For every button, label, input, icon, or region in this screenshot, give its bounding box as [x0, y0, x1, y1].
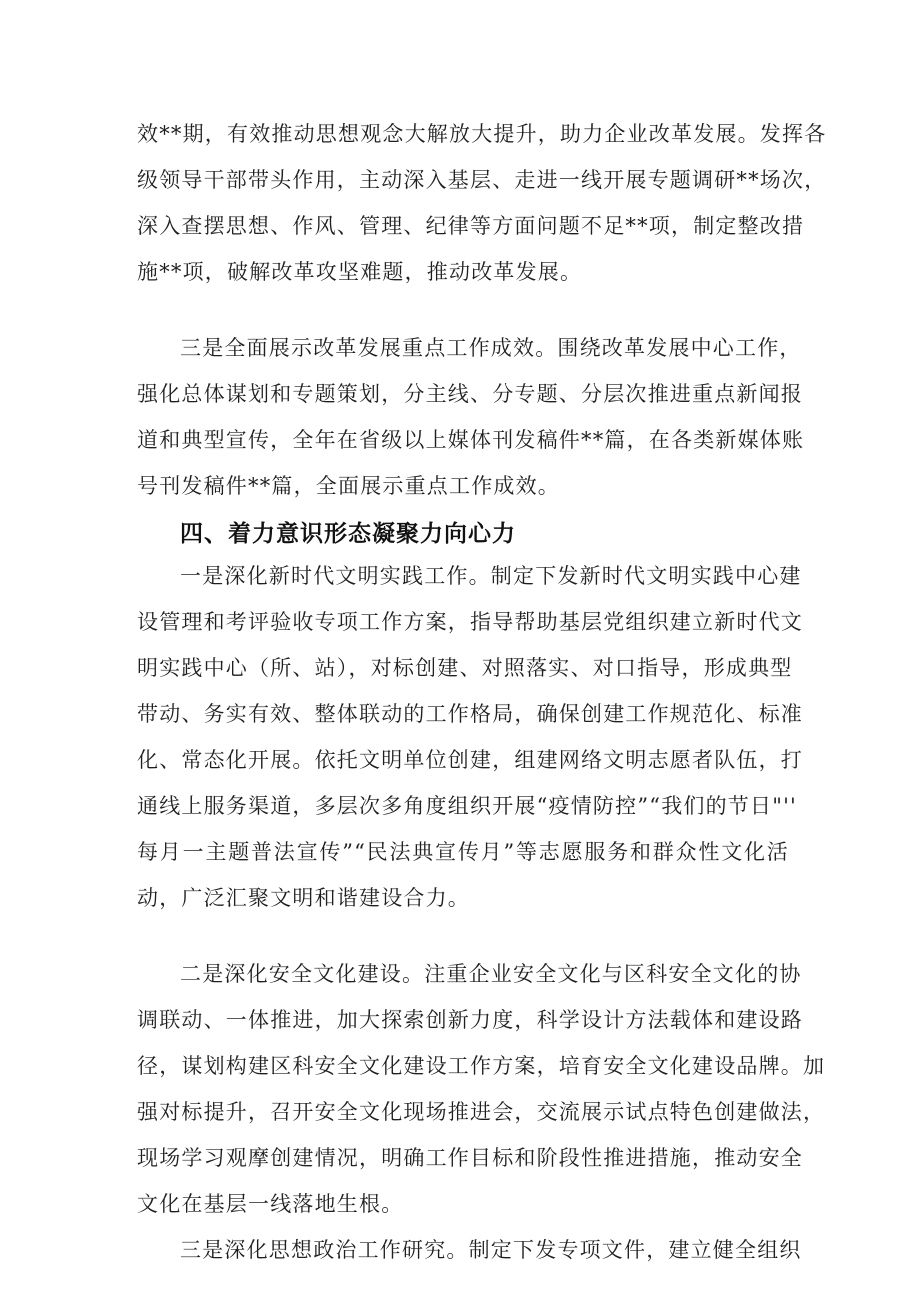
paragraph-line: 深入查摆思想、作风、管理、纪律等方面问题不足**项，制定整改措 — [137, 214, 805, 238]
paragraph-line: 级领导干部带头作用，主动深入基层、走进一线开展专题调研**场次， — [137, 168, 827, 192]
paragraph-first-line: 三是全面展示改革发展重点工作成效。围绕改革发展中心工作， — [180, 336, 802, 360]
paragraph-line: 设管理和考评验收专项工作方案，指导帮助基层党组织建立新时代文 — [137, 610, 803, 634]
section-heading: 四、着力意识形态凝聚力向心力 — [180, 521, 516, 547]
paragraph-line: 号刊发稿件**篇，全面展示重点工作成效。 — [137, 474, 560, 498]
paragraph-line: 动，广泛汇聚文明和谐建设合力。 — [137, 886, 470, 910]
paragraph-line: 调联动、一体推进，加大探索创新力度，科学设计方法载体和建设路 — [137, 1008, 803, 1032]
paragraph-line: 通线上服务渠道，多层次多角度组织开展“疫情防控”“我们的节日"'' — [137, 794, 798, 818]
paragraph-line: 带动、务实有效、整体联动的工作格局，确保创建工作规范化、标准 — [137, 702, 803, 726]
paragraph-line: 明实践中心（所、站），对标创建、对照落实、对口指导，形成典型 — [137, 656, 793, 680]
paragraph-first-line: 一是深化新时代文明实践工作。制定下发新时代文明实践中心建 — [180, 564, 802, 588]
paragraph-first-line: 二是深化安全文化建设。注重企业安全文化与区科安全文化的协 — [180, 962, 802, 986]
paragraph-line: 强对标提升，召开安全文化现场推进会，交流展示试点特色创建做法， — [137, 1100, 826, 1124]
paragraph-line: 化、常态化开展。依托文明单位创建，组建网络文明志愿者队伍，打 — [137, 748, 803, 772]
paragraph-line: 施**项，破解改革攻坚难题，推动改革发展。 — [137, 260, 583, 284]
paragraph-first-line: 三是深化思想政治工作研究。制定下发专项文件，建立健全组织 — [180, 1238, 802, 1262]
paragraph-line: 现场学习观摩创建情况，明确工作目标和阶段性推进措施，推动安全 — [137, 1146, 803, 1170]
paragraph-line: 径，谋划构建区科安全文化建设工作方案，培育安全文化建设品牌。加 — [137, 1054, 826, 1078]
paragraph-line: 每月一主题普法宣传”“民法典宣传月”等志愿服务和群众性文化活 — [137, 840, 789, 864]
paragraph-line: 效**期，有效推动思想观念大解放大提升，助力企业改革发展。发挥各 — [137, 122, 827, 146]
paragraph-line: 道和典型宣传，全年在省级以上媒体刊发稿件**篇，在各类新媒体账 — [137, 428, 805, 452]
paragraph-line: 文化在基层一线落地生根。 — [137, 1192, 404, 1216]
paragraph-line: 强化总体谋划和专题策划，分主线、分专题、分层次推进重点新闻报 — [137, 382, 803, 406]
